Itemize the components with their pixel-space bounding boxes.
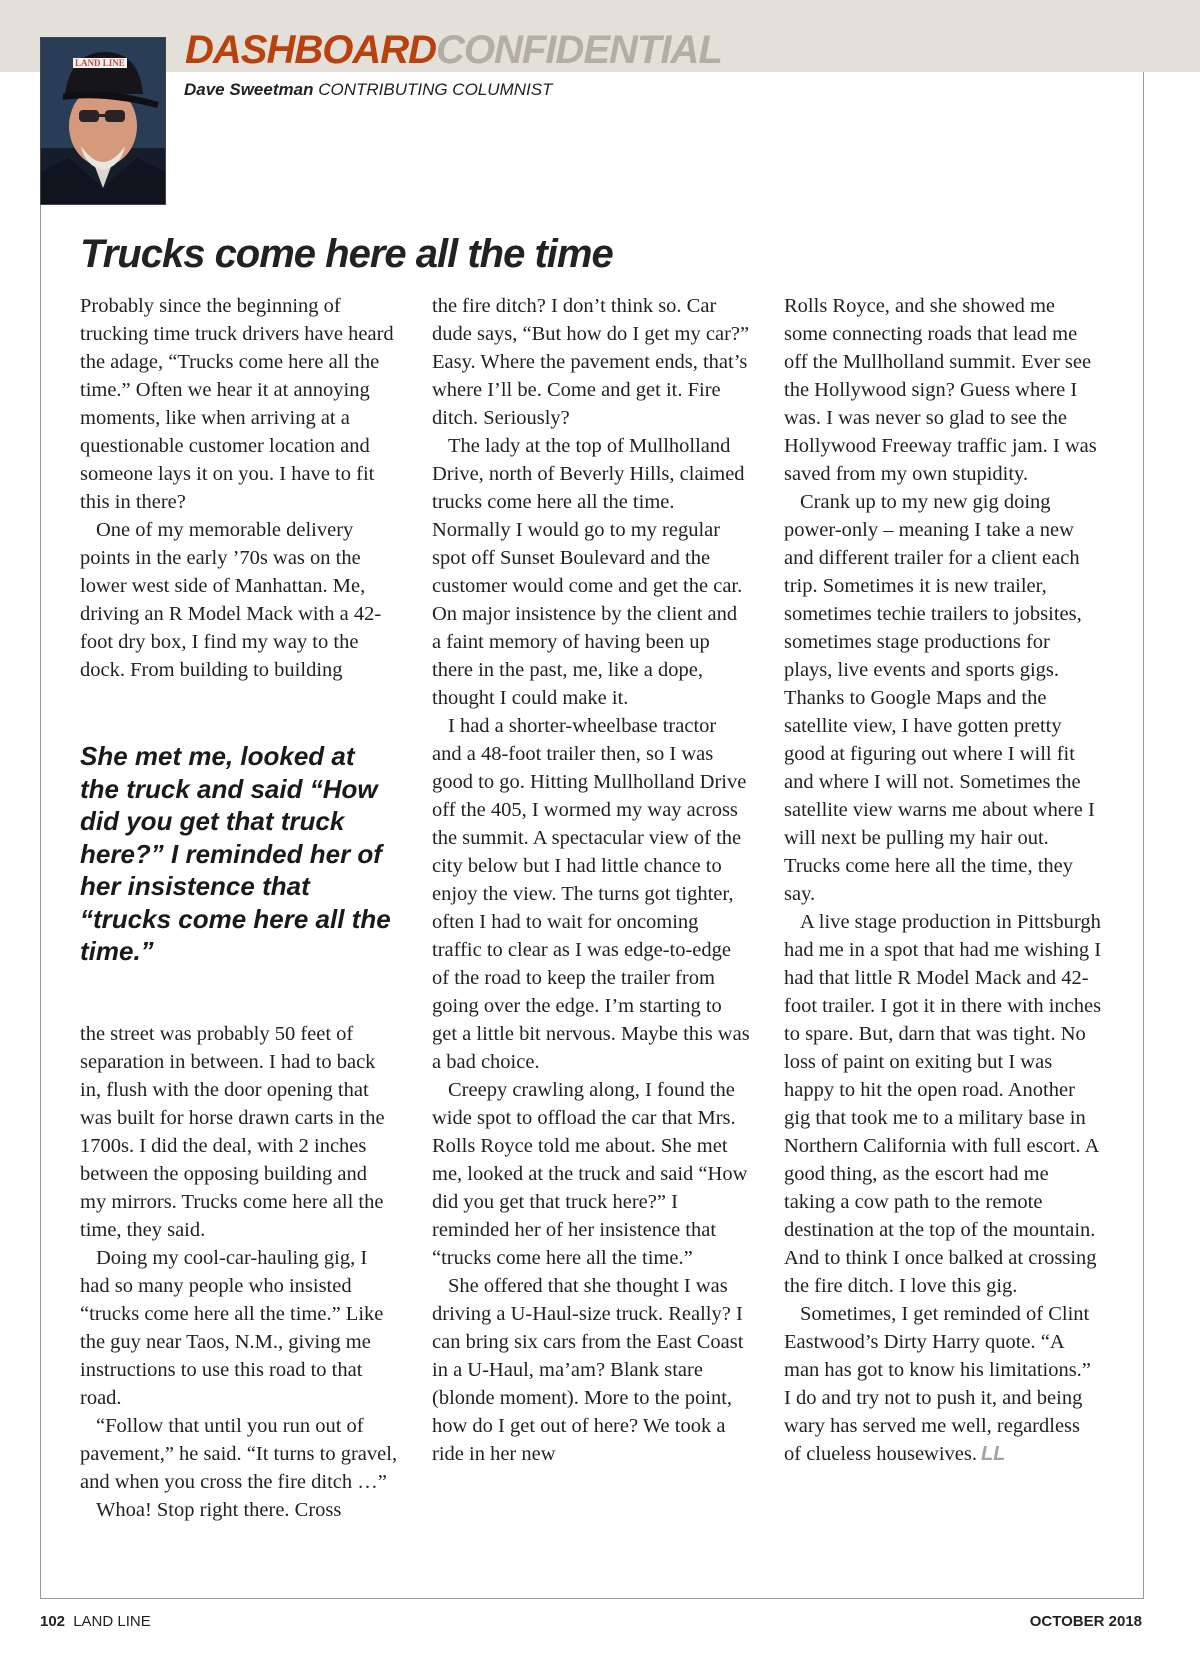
page-folio (40, 1613, 151, 1630)
author-name: Dave Sweetman (184, 80, 314, 99)
paragraph: Creepy crawling along, I found the wide spot to offload the car that Mrs. Rolls Royce told me about. She met me, looked at the truck and said “How did you get that truck here?” I reminded her of her insistence that “trucks come here all the time.” (432, 1079, 748, 1269)
paragraph: the fire ditch? I don’t think so. Car dude says, “But how do I get my car?” Easy. Where the pavement ends, that’s where I’ll be. Come and get it. Fire ditch. Seriously? (432, 295, 750, 429)
column-2 (432, 292, 750, 1468)
author-role: CONTRIBUTING COLUMNIST (318, 80, 553, 99)
pull-quote: She met me, looked at the truck and said “How did you get that truck here?” I reminded her of her insistence that “trucks come here all the time.” (80, 741, 391, 966)
column-title-part1: DASHBOARD (185, 28, 436, 72)
paragraph: I had a shorter-wheelbase tractor and a 48-foot trailer then, so I was good to go. Hitting Mullholland Drive off the 405, I wormed my way across the summit. A spectacular view of the city below but I had little chance to enjoy the view. The turns got tighter, often I had to wait for oncoming traffic to clear as I was edge-to-edge of the road to keep the trailer from going over the edge. I’m starting to get a little bit nervous. Maybe this was a bad choice. (432, 715, 750, 1073)
paragraph: Whoa! Stop right there. Cross (96, 1499, 342, 1521)
paragraph: The lady at the top of Mullholland Drive, north of Beverly Hills, claimed trucks come here all the time. Normally I would go to my regular spot off Sunset Boulevard and the customer would come and get the car. On major insistence by the client and a faint memory of having been up there in the past, me, like a dope, thought I could make it. (432, 435, 745, 709)
paragraph: A live stage production in Pittsburgh had me in a spot that had me wishing I had that little R Model Mack and 42-foot trailer. I got it in there with inches to spare. But, darn that was tight. No loss of paint on exiting but I was happy to hit the open road. Another gig that took me to a military base in Northern California with full escort. A good thing, as the escort had me taking a cow path to the remote destination at the top of the mountain. And to think I once balked at crossing the fire ditch. I love this gig. (784, 911, 1102, 1297)
paragraph: Probably since the beginning of trucking time truck drivers have heard the adage, “Trucks come here all the time.” Often we hear it at annoying moments, like when arriving at a questionable customer location and someone lays it on you. I have to fit this in there? (80, 295, 394, 513)
paragraph: She offered that she thought I was driving a U-Haul-size truck. Really? I can bring six cars from the East Coast in a U-Haul, ma’am? Blank stare (blonde moment). More to the point, how do I get out of here? We took a ride in her new (432, 1275, 744, 1465)
cap-logo-text: LAND LINE (75, 58, 125, 68)
paragraph: Doing my cool-car-hauling gig, I had so many people who insisted “trucks come here all the time.” Like the guy near Taos, N.M., giving me instructions to use this road to that road. (80, 1247, 384, 1409)
paragraph: the street was probably 50 feet of separation in between. I had to back in, flush with the door opening that was built for horse drawn carts in the 1700s. I did the deal, with 2 inches between the opposing building and my mirrors. Trucks come here all the time, they said. (80, 1023, 385, 1241)
issue-date: OCTOBER 2018 (1029, 1613, 1142, 1630)
paragraph: One of my memorable delivery points in the early ’70s was on the lower west side of Manhattan. Me, driving an R Model Mack with a 42-foot dry box, I find my way to the dock. From building to building (80, 519, 382, 681)
columnist-photo (40, 37, 166, 205)
paragraph-text: Sometimes, I get reminded of Clint Eastwood’s Dirty Harry quote. “A man has got to know his limitations.” I do and try not to push it, and being wary has served me well, regardless of clueless housewives. (784, 1303, 1091, 1465)
column-1-top (80, 292, 398, 684)
page-number: 102 (40, 1613, 66, 1630)
column-3 (784, 292, 1102, 1468)
byline (184, 80, 552, 100)
paragraph-final (784, 1300, 1102, 1468)
publication-name: LAND LINE (73, 1613, 151, 1630)
column-1-bottom (80, 1020, 398, 1524)
article-headline: Trucks come here all the time (80, 232, 613, 276)
paragraph: “Follow that until you run out of pavement,” he said. “It turns to gravel, and when you cross the fire ditch …” (80, 1415, 398, 1493)
column-title (185, 30, 722, 70)
paragraph: Rolls Royce, and she showed me some connecting roads that lead me off the Mullholland summit. Ever see the Hollywood sign? Guess where I was. I was never so glad to see the Hollywood Freeway traffic jam. I was saved from my own stupidity. (784, 295, 1097, 485)
paragraph: Crank up to my new gig doing power-only – meaning I take a new and different trailer for a client each trip. Sometimes it is new trailer, sometimes techie trailers to jobsites, sometimes stage productions for plays, live events and sports gigs. Thanks to Google Maps and the satellite view, I have gotten pretty good at figuring out where I will fit and where I will not. Sometimes the satellite view warns me about where I will next be pulling my hair out. Trucks come here all the time, they say. (784, 491, 1095, 905)
end-mark: LL (981, 1443, 1006, 1465)
column-title-part2: CONFIDENTIAL (436, 28, 722, 72)
